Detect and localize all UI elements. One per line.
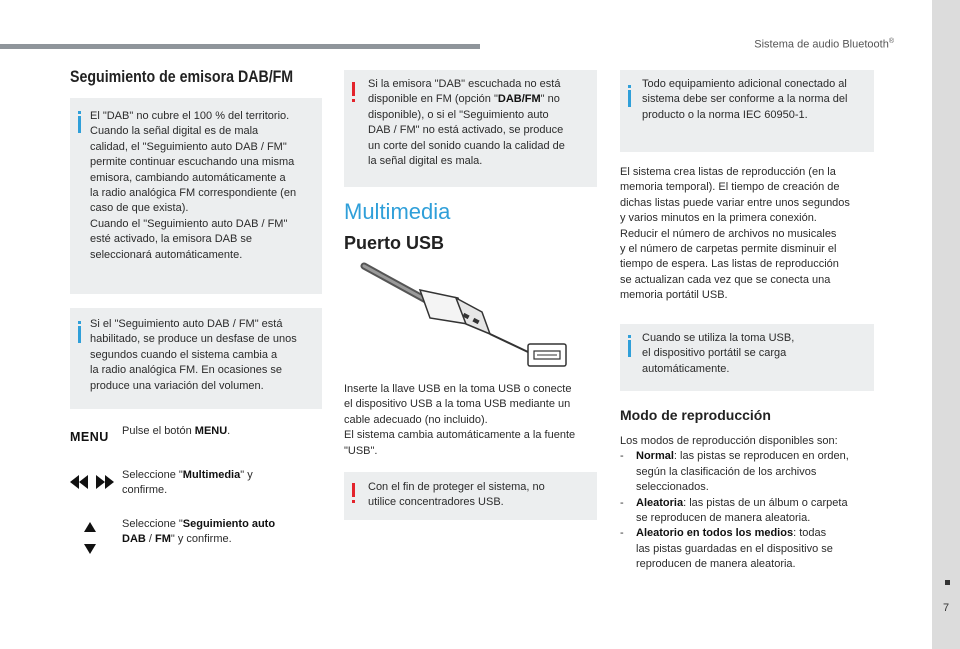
step-text: Seleccione " [122,518,183,530]
step-text: . [227,425,231,437]
step-text: Pulse el botón [122,425,195,437]
warning-box-usb [344,472,597,520]
text-line: Reducir el número de archivos no musicales [620,227,837,240]
text-line: cable adecuado (no incluido). [344,413,488,426]
note-line: el dispositivo portátil se carga [642,347,787,360]
text-line: el dispositivo USB a la toma USB mediante un [344,398,571,411]
mode-text: según la clasificación de los archivos [636,465,817,478]
usb-instructions [344,382,575,459]
heading-usb: Puerto USB [344,233,445,253]
text-line: memoria portátil USB. [620,289,728,302]
page-header [754,38,894,51]
side-strip [932,0,960,649]
warning-icon [352,82,355,96]
note-line: produce una variación del volumen. [90,379,264,392]
info-note-dab [90,109,296,263]
text-line: y varios minutos en la primera conexión. [620,212,817,225]
step-bold: Multimedia [182,469,241,481]
info-note-delay [90,317,297,394]
playlist-text [620,165,850,304]
mode-name: Aleatoria [636,496,684,509]
usb-plug-illustration [360,262,572,374]
step-select-follow [122,517,275,548]
note-line: Si la emisora "DAB" escuchada no está [368,78,561,90]
text-line: tiempo de espera. Las listas de reproducción [620,258,839,271]
note-line: un corte del sonido cuando la calidad de [368,139,565,152]
step-select-multimedia [122,468,253,499]
note-line: disponible), o si el "Seguimiento auto [368,108,549,121]
note-line: esté activado, la emisora DAB se [90,233,253,246]
info-icon [628,340,631,357]
note-line: DAB / FM" no está activado, se produce [368,124,564,137]
note-line: producto o la norma IEC 60950-1. [642,108,808,121]
info-note-standard [642,77,847,123]
info-box-charge [620,324,874,391]
play-modes [620,434,880,573]
mode-random [620,496,880,527]
text-line: Inserte la llave USB en la toma USB o conecte [344,383,572,395]
warning-note-dab [368,77,565,169]
text-line: se actualizan cada vez que se conecta una [620,273,831,286]
note-line: calidad, el "Seguimiento auto DAB / FM" [90,140,287,153]
note-line: automáticamente. [642,362,730,375]
heading-multimedia: Multimedia [344,199,451,224]
warning-note-usb [368,480,545,511]
note-line: Cuando el "Seguimiento auto DAB / FM" [90,217,288,230]
page-number: 7 [942,602,950,614]
section-title: Seguimiento de emisora DAB/FM [70,68,294,86]
menu-button-icon: MENU [70,430,109,444]
step-text: confirme. [122,484,168,497]
mode-normal [620,449,880,495]
note-line: Todo equipamiento adicional conectado al [642,78,847,90]
text-line: memoria temporal). El tiempo de creación de [620,181,840,194]
mode-name: Aleatorio en todos los medios [636,527,794,540]
mode-text: : las pistas se reproducen en orden, [673,450,849,463]
note-line: seleccionará automáticamente. [90,248,243,261]
step-text: " y [240,469,253,481]
text-line: dichas listas puede variar entre unos segundos [620,196,850,209]
info-icon [78,116,81,133]
note-line: El "DAB" no cubre el 100 % del territorio. [90,110,290,122]
text-line: El sistema cambia automáticamente a la fuente [344,429,576,442]
info-note-charge [642,331,794,377]
note-line: permite continuar escuchando una misma [90,156,295,169]
seek-arrows-icon [70,475,114,489]
info-icon [78,326,81,343]
note-line: emisora, cambiando automáticamente a [90,171,286,184]
info-box-delay [70,308,322,409]
step-press-menu [122,424,230,439]
step-bold: DAB [122,533,146,546]
mode-name: Normal [636,450,674,463]
heading-play-mode: Modo de reproducción [620,407,771,423]
note-line: la señal digital es mala. [368,155,483,168]
mode-text: : las pistas de un álbum o carpeta [683,496,848,509]
note-text: " no [540,93,560,106]
step-bold: Seguimiento auto [182,518,276,530]
note-line: Si el "Seguimiento auto DAB / FM" está [90,318,283,330]
step-text: / [145,533,156,546]
note-text: disponible en FM (opción " [368,93,498,106]
mode-text: las pistas guardadas en el dispositivo se [636,542,833,555]
up-down-arrows-icon [84,522,96,556]
warning-icon [352,483,355,497]
list-dash: - [620,527,624,540]
note-line: sistema debe ser conforme a la norma del [642,93,848,106]
step-bold: MENU [194,425,228,437]
header-reg: ® [888,38,894,45]
note-bold: DAB/FM [497,93,541,106]
list-dash: - [620,496,624,509]
note-line: Con el fin de proteger el sistema, no [368,481,545,493]
text-line: "USB". [344,444,378,457]
note-line: la radio analógica FM correspondiente (en [90,187,297,200]
mode-text: seleccionados. [636,481,709,494]
mode-text: se reproducen de manera aleatoria. [636,512,811,525]
note-line: caso de que exista). [90,202,189,215]
info-box-dab [70,98,322,294]
header-title: Sistema de audio Bluetooth [754,38,889,51]
step-text: Seleccione " [122,469,183,481]
info-icon [628,90,631,107]
header-rule [0,44,480,49]
note-line: la radio analógica FM. En ocasiones se [90,364,282,377]
text-line: El sistema crea listas de reproducción (en la [620,166,836,178]
warning-box-dab [344,70,597,187]
text-line: y el número de carpetas permite disminuir el [620,243,837,256]
mode-text: : todas [793,527,827,540]
note-line: segundos cuando el sistema cambia a [90,348,278,361]
note-line: habilitado, se produce un desfase de unos [90,333,297,346]
mode-text: reproducen de manera aleatoria. [636,558,796,571]
step-bold: FM [155,533,171,546]
step-text: " y confirme. [170,533,232,546]
mode-random-all [620,526,880,572]
note-line: Cuando la señal digital es de mala [90,125,259,138]
modes-intro: Los modos de reproducción disponibles son: [620,435,838,447]
note-line: Cuando se utiliza la toma USB, [642,332,795,344]
note-line: utilice concentradores USB. [368,496,504,509]
list-dash: - [620,450,624,463]
info-box-standard [620,70,874,152]
page-end-marker [945,580,950,585]
